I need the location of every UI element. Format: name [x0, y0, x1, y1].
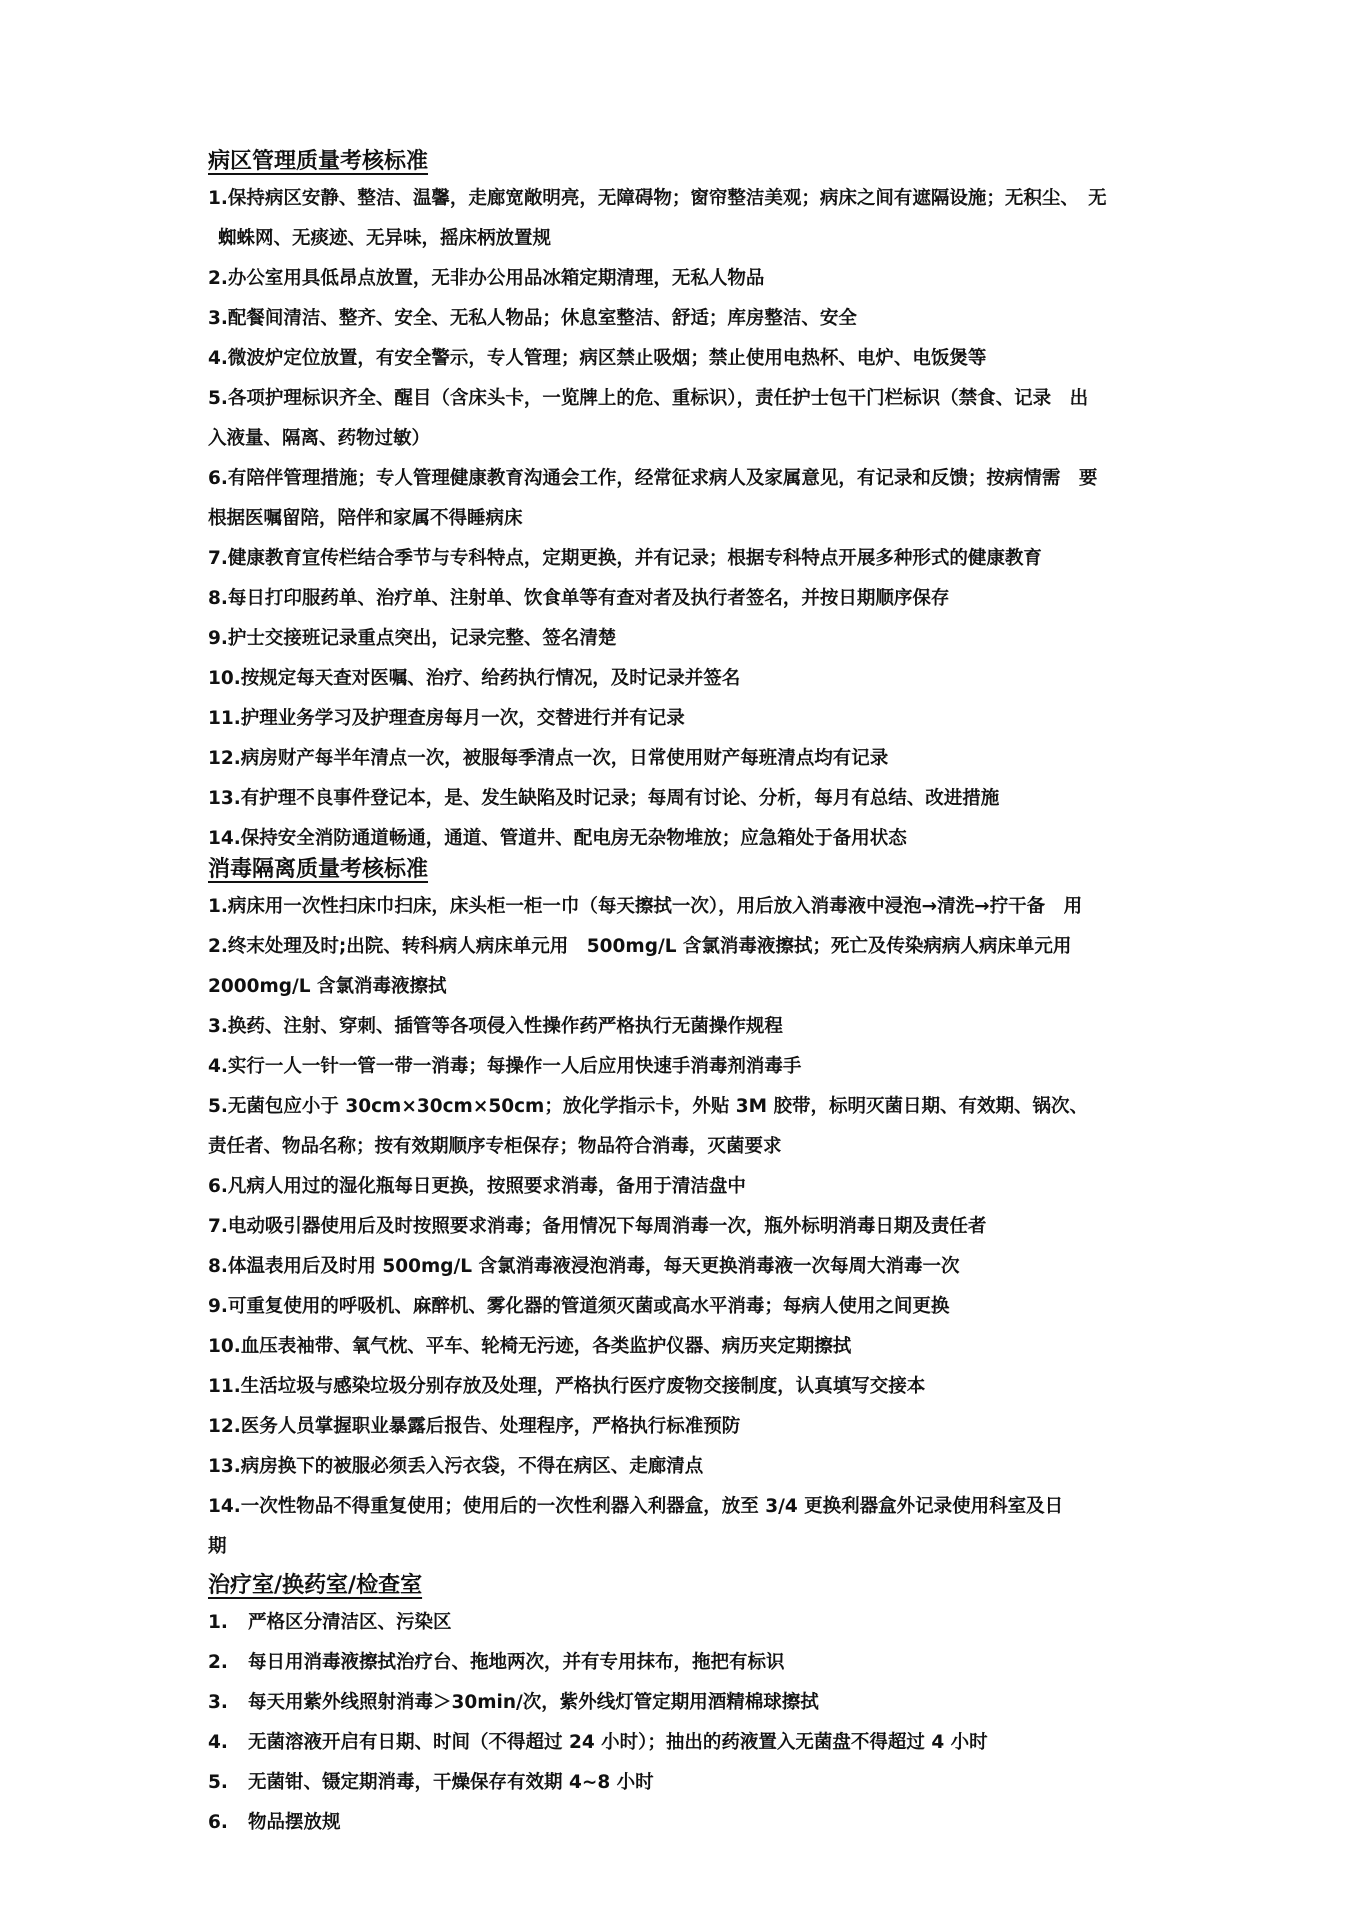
list-item: 2.终末处理及时;出院、转科病人病床单元用 500mg/L 含氯消毒液擦拭；死亡及传染病病人病床单元用 2000mg/L 含氯消毒液擦拭	[208, 936, 1072, 997]
item-list	[208, 179, 1168, 859]
section-title: 消毒隔离质量考核标准	[208, 857, 429, 882]
list-item: 4.实行一人一针一管一带一消毒；每操作一人后应用快速手消毒剂消毒手	[208, 1056, 802, 1077]
list-item: 1.病床用一次性扫床巾扫床，床头柜一柜一巾（每天擦拭一次），用后放入消毒液中浸泡→清洗→拧干备 用	[208, 896, 1083, 917]
document-page	[208, 145, 1168, 1843]
list-item: 13.有护理不良事件登记本，是、发生缺陷及时记录；每周有讨论、分析，每月有总结、改进措施	[208, 788, 1000, 809]
list-item: 3.配餐间清洁、整齐、安全、无私人物品；休息室整洁、舒适；库房整洁、安全	[208, 308, 857, 329]
list-item: 6.有陪伴管理措施；专人管理健康教育沟通会工作，经常征求病人及家属意见，有记录和反馈；按病情需 要 根据医嘱留陪，陪伴和家属不得睡病床	[208, 468, 1098, 529]
list-item: 10.血压表袖带、氧气枕、平车、轮椅无污迹，各类监护仪器、病历夹定期擦拭	[208, 1336, 852, 1357]
list-item: 9.可重复使用的呼吸机、麻醉机、雾化器的管道须灭菌或高水平消毒；每病人使用之间更换	[208, 1296, 950, 1317]
section-title: 病区管理质量考核标准	[208, 149, 429, 174]
list-item: 14.保持安全消防通道畅通，通道、管道井、配电房无杂物堆放；应急箱处于备用状态	[208, 828, 907, 849]
section-title: 治疗室/换药室/检查室	[208, 1573, 423, 1598]
list-item: 1.保持病区安静、整洁、温馨，走廊宽敞明亮，无障碍物；窗帘整洁美观；病床之间有遮隔设施；无积尘、 无 蜘蛛网、无痰迹、无异味，摇床柄放置规	[208, 188, 1107, 249]
section-treatment-room	[208, 1569, 1168, 1843]
list-item: 14.一次性物品不得重复使用；使用后的一次性利器入利器盒，放至 3/4 更换利器盒外记录使用科室及日 期	[208, 1496, 1064, 1557]
list-item: 12.医务人员掌握职业暴露后报告、处理程序，严格执行标准预防	[208, 1416, 741, 1437]
list-item: 5.各项护理标识齐全、醒目（含床头卡，一览牌上的危、重标识），责任护士包干门栏标识（禁食、记录 出 入液量、隔离、药物过敏）	[208, 388, 1089, 449]
list-item: 6.凡病人用过的湿化瓶每日更换，按照要求消毒，备用于清洁盘中	[208, 1176, 746, 1197]
list-item: 12.病房财产每半年清点一次，被服每季清点一次，日常使用财产每班清点均有记录	[208, 748, 889, 769]
section-disinfection-isolation	[208, 853, 1168, 1567]
list-item: 3.换药、注射、穿刺、插管等各项侵入性操作药严格执行无菌操作规程	[208, 1016, 783, 1037]
section-ward-management	[208, 145, 1168, 859]
list-item: 8.体温表用后及时用 500mg/L 含氯消毒液浸泡消毒，每天更换消毒液一次每周大消毒一次	[208, 1256, 960, 1277]
list-item: 7.健康教育宣传栏结合季节与专科特点，定期更换，并有记录；根据专科特点开展多种形式的健康教育	[208, 548, 1042, 569]
list-item: 2.办公室用具低昂点放置，无非办公用品冰箱定期清理，无私人物品	[208, 268, 765, 289]
list-item: 11.生活垃圾与感染垃圾分别存放及处理，严格执行医疗废物交接制度，认真填写交接本	[208, 1376, 926, 1397]
list-item: 10.按规定每天查对医嘱、治疗、给药执行情况，及时记录并签名	[208, 668, 741, 689]
list-item: 3. 每天用紫外线照射消毒＞30min/次，紫外线灯管定期用酒精棉球擦拭	[208, 1692, 819, 1713]
list-item: 4.微波炉定位放置，有安全警示，专人管理；病区禁止吸烟；禁止使用电热杯、电炉、电饭煲等	[208, 348, 987, 369]
list-item: 13.病房换下的被服必须丢入污衣袋，不得在病区、走廊清点	[208, 1456, 704, 1477]
item-list	[208, 887, 1168, 1567]
list-item: 9.护士交接班记录重点突出，记录完整、签名清楚	[208, 628, 617, 649]
list-item: 4. 无菌溶液开启有日期、时间（不得超过 24 小时）；抽出的药液置入无菌盘不得超过 4 小时	[208, 1732, 988, 1753]
list-item: 11.护理业务学习及护理查房每月一次，交替进行并有记录	[208, 708, 685, 729]
list-item: 1. 严格区分清洁区、污染区	[208, 1612, 452, 1633]
list-item: 6. 物品摆放规	[208, 1812, 341, 1833]
item-list	[208, 1603, 1168, 1843]
list-item: 7.电动吸引器使用后及时按照要求消毒；备用情况下每周消毒一次，瓶外标明消毒日期及责任者	[208, 1216, 987, 1237]
list-item: 2. 每日用消毒液擦拭治疗台、拖地两次，并有专用抹布，拖把有标识	[208, 1652, 785, 1673]
list-item: 5. 无菌钳、镊定期消毒，干燥保存有效期 4~8 小时	[208, 1772, 654, 1793]
list-item: 5.无菌包应小于 30cm×30cm×50cm；放化学指示卡，外贴 3M 胶带，标明灭菌日期、有效期、锅次、 责任者、物品名称；按有效期顺序专柜保存；物品符合消毒，灭菌要求	[208, 1096, 1088, 1157]
list-item: 8.每日打印服药单、治疗单、注射单、饮食单等有查对者及执行者签名，并按日期顺序保存	[208, 588, 950, 609]
